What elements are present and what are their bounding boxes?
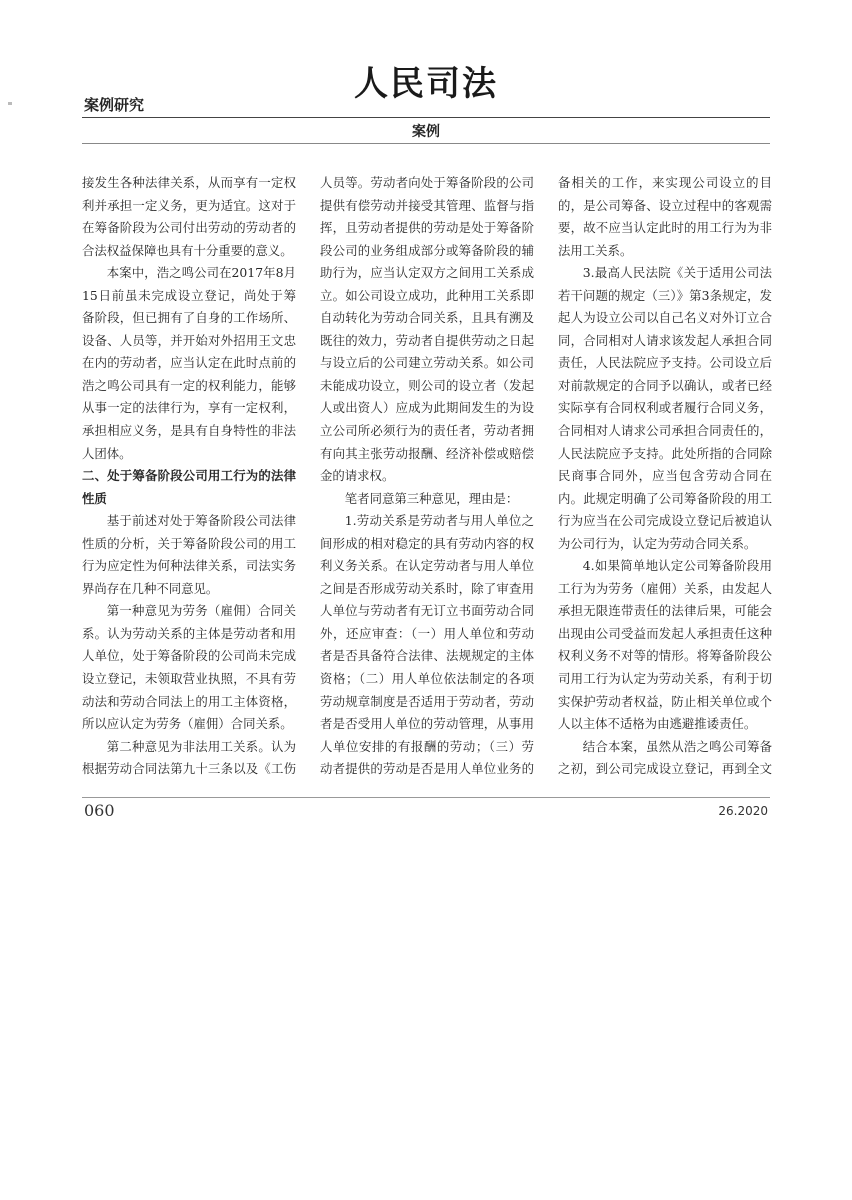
- paragraph: 接发生各种法律关系，从而享有一定权利并承担一定义务，更为适宜。这对于在筹备阶段为公司付出劳动的劳动者的合法权益保障也具有十分重要的意义。: [82, 175, 296, 258]
- paragraph: 笔者同意第三种意见，理由是：: [344, 490, 519, 506]
- issue-number: 26.2020: [718, 804, 768, 818]
- header-rule: [82, 117, 770, 118]
- category-label: 案例: [412, 124, 440, 140]
- paragraph: 第二种意见为非法用工关系。认为根据劳动合同法第九十三条以及《工伤: [82, 738, 296, 777]
- paragraph: 人员等。劳动者向处于筹备阶段的公司提供有偿劳动并接受其管理、监督与指挥，且劳动者提供的劳动是处于筹备阶段公司的业务组成部分或筹备阶段的辅助行为，应当认定双方之间用工关系成立。如公司设立成功，此种用工关系即自动转化为劳动合同关系，且具有溯及既往的效力，劳动者自提供劳动之日起与设立后的公司建立劳动关系。如公司未能成功设立，则公司的设立者（发起人或出资人）应成为此期间发生的为设立公司所必须行为的责任者，劳动者拥有向其主张劳动报酬、经济补偿或赔偿金的请求权。: [320, 175, 534, 484]
- paragraph: 备相关的工作，来实现公司设立的目的，是公司筹备、设立过程中的客观需要，故不应当认定此时的用工行为为非法用工关系。: [558, 175, 772, 258]
- category-rule: [82, 143, 770, 144]
- section-label: 案例研究: [84, 96, 145, 114]
- paragraph: 3.最高人民法院《关于适用公司法若干问题的规定（三）》第3条规定，发起人为设立公司以自己名义对外订立合同，合同相对人请求该发起人承担合同责任，人民法院应予支持。公司设立后对前款规定的合同予以确认，或者已经实际享有合同权利或者履行合同义务，合同相对人请求公司承担合同责任的，人民法院应予支持。此处所指的合同除民商事合同外，应当包含劳动合同在内。此规定明确了公司筹备阶段的用工行为应当在公司完成设立登记后被追认为公司行为，认定为劳动合同关系。: [558, 265, 772, 551]
- text-column-middle: [320, 172, 534, 784]
- paragraph: 4.如果简单地认定公司筹备阶段用工行为为劳务（雇佣）关系，由发起人承担无限连带责任的法律后果，可能会出现由公司受益而发起人承担责任这种权利义务不对等的情形。将筹备阶段公司用工行为认定为劳动关系，有利于切实保护劳动者权益，防止相关单位或个人以主体不适格为由逃避推诿责任。: [558, 558, 772, 732]
- paragraph: 第一种意见为劳务（雇佣）合同关系。认为劳动关系的主体是劳动者和用人单位，处于筹备阶段的公司尚未完成设立登记，未领取营业执照，不具有劳动法和劳动合同法上的用工主体资格，所以应认定为劳务（雇佣）合同关系。: [82, 603, 296, 732]
- paragraph: 本案中，浩之鸣公司在2017年8月15日前虽未完成设立登记，尚处于筹备阶段，但已拥有了自身的工作场所、设备、人员等，并开始对外招用王文忠在内的劳动者，应当认定在此时点前的浩之鸣公司具有一定的权利能力，能够从事一定的法律行为，享有一定权利，承担相应义务，是具有自身特性的非法人团体。: [82, 265, 296, 461]
- paragraph: 结合本案，虽然从浩之鸣公司筹备之初，到公司完成设立登记，再到全文: [558, 738, 772, 777]
- paragraph: 基于前述对处于筹备阶段公司法律性质的分析，关于筹备阶段公司的用工行为应定性为何种法律关系，司法实务界尚存在几种不同意见。: [82, 513, 296, 596]
- text-column-right: [558, 172, 772, 784]
- text-column-left: [82, 172, 296, 784]
- section-heading: 二、处于筹备阶段公司用工行为的法律性质: [82, 468, 296, 506]
- paragraph: 1.劳动关系是劳动者与用人单位之间形成的相对稳定的具有劳动内容的权利义务关系。在认定劳动者与用人单位之间是否形成劳动关系时，除了审查用人单位与劳动者有无订立书面劳动合同外，还应审查：（一）用人单位和劳动者是否具备符合法律、法规规定的主体资格；（二）用人单位依法制定的各项劳动规章制度是否适用于劳动者，劳动者是否受用人单位的劳动管理，从事用人单位安排的有报酬的劳动；（三）劳动者提供的劳动是否是用人单位业务的: [320, 513, 534, 777]
- journal-masthead: 人民司法: [354, 64, 498, 104]
- footer-rule: [82, 797, 770, 798]
- page-number: 060: [84, 801, 115, 820]
- article-body: [82, 172, 772, 782]
